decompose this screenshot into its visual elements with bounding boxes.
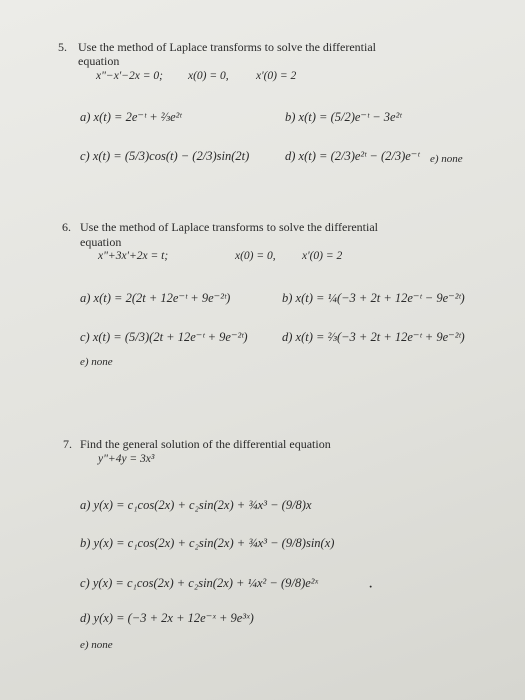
- option-c: c) x(t) = (5/3)(2t + 12e⁻ᵗ + 9e⁻²ᵗ): [80, 330, 248, 344]
- problem-prompt: Find the general solution of the differential equation: [80, 437, 331, 451]
- option-e: e) none: [430, 153, 463, 165]
- option-d: d) y(x) = (−3 + 2x + 12e⁻ˣ + 9e³ˣ): [80, 611, 254, 625]
- option-e: e) none: [80, 356, 113, 368]
- initial-condition: x(0) = 0,: [235, 250, 276, 262]
- problem-prompt-cont: equation: [78, 54, 120, 68]
- option-b: b) x(t) = (5/2)e⁻ᵗ − 3e²ᵗ: [285, 110, 402, 124]
- option-c: c) x(t) = (5/3)cos(t) − (2/3)sin(2t): [80, 149, 250, 163]
- differential-equation: x"−x'−2x = 0;: [96, 70, 163, 82]
- problem-number: 7.: [63, 437, 72, 451]
- initial-condition: x'(0) = 2: [256, 70, 297, 82]
- option-a: a) x(t) = 2e⁻ᵗ + ⅔e²ᵗ: [80, 110, 182, 124]
- option-b: b) x(t) = ¼(−3 + 2t + 12e⁻ᵗ − 9e⁻²ᵗ): [282, 291, 465, 305]
- stray-mark: ·: [368, 579, 374, 596]
- problem-prompt: Use the method of Laplace transforms to solve the differential: [78, 40, 377, 54]
- differential-equation: y"+4y = 3x³: [98, 453, 155, 465]
- problem-number: 5.: [58, 40, 67, 54]
- differential-equation: x"+3x'+2x = t;: [98, 250, 169, 262]
- problem-prompt: Use the method of Laplace transforms to solve the differential: [80, 220, 379, 234]
- option-d: d) x(t) = ⅔(−3 + 2t + 12e⁻ᵗ + 9e⁻²ᵗ): [282, 330, 465, 344]
- option-b: b) y(x) = c₁cos(2x) + c₂sin(2x) + ¾x³ − (9/8)sin(x): [80, 536, 335, 550]
- option-d: d) x(t) = (2/3)e²ᵗ − (2/3)e⁻ᵗ: [285, 149, 420, 163]
- problem-number: 6.: [62, 220, 71, 234]
- option-a: a) x(t) = 2(2t + 12e⁻ᵗ + 9e⁻²ᵗ): [80, 291, 231, 305]
- option-e: e) none: [80, 639, 113, 651]
- option-c: c) y(x) = c₁cos(2x) + c₂sin(2x) + ¼x² − (9/8)e²ˣ: [80, 576, 319, 590]
- initial-condition: x'(0) = 2: [302, 250, 343, 262]
- initial-condition: x(0) = 0,: [188, 70, 229, 82]
- option-a: a) y(x) = c₁cos(2x) + c₂sin(2x) + ¾x³ − (9/8)x: [80, 498, 312, 512]
- problem-prompt-cont: equation: [80, 235, 122, 249]
